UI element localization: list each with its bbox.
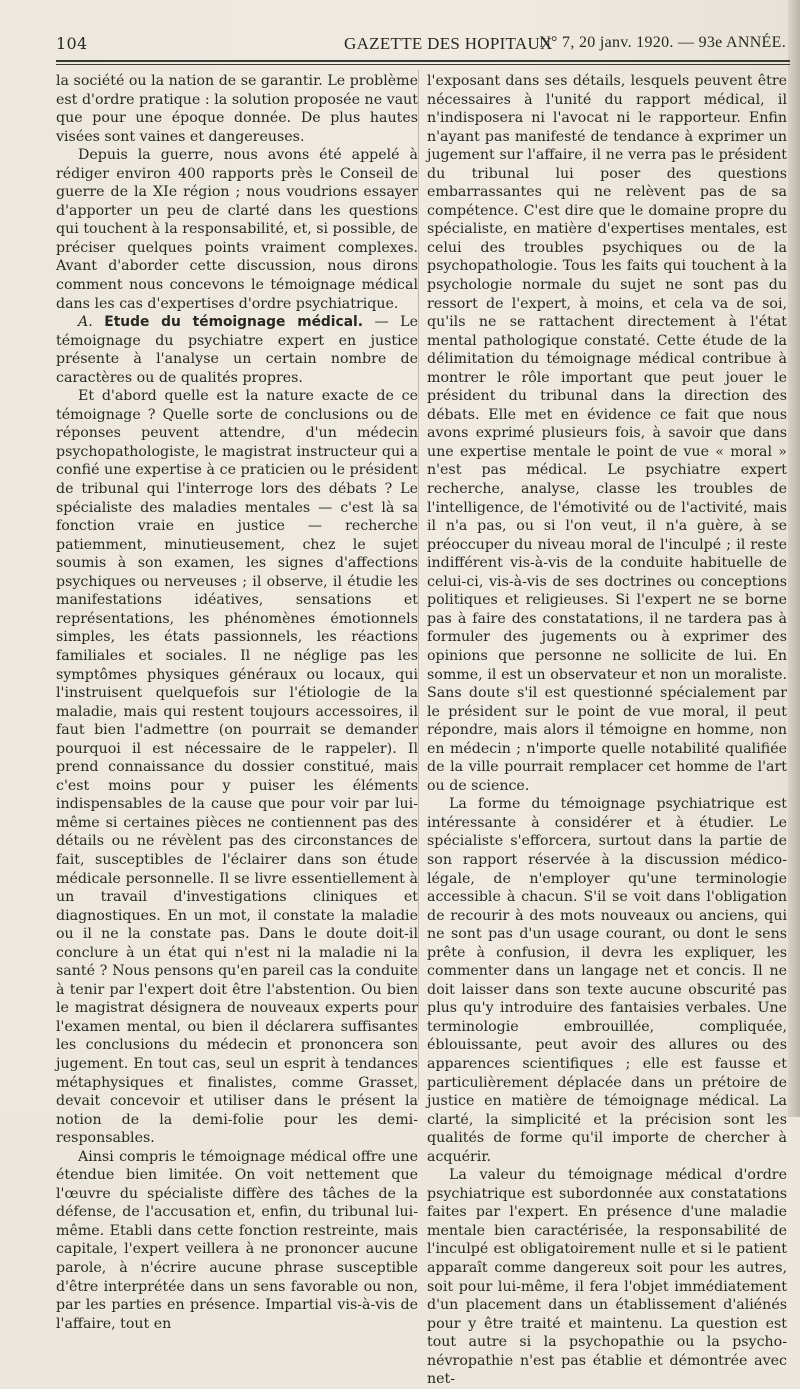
- paragraph-text: — Le témoignage du psychiatre expert en justice présente à l'analyse un certain nombre de caractères ou de qualités propres.: [56, 314, 418, 386]
- paragraph: la société ou la nation de se garantir. Le problème est d'ordre pratique : la solution proposée ne vaut que pour une époque donnée. De plus hautes visées sont vaines et dangereuses.: [56, 73, 418, 145]
- header-rule-thick: [56, 60, 790, 62]
- paragraph: La valeur du témoignage médical d'ordre psychiatrique est subordonnée aux constatations faites par l'expert. En présence d'une maladie mentale bien caractérisée, la responsabilité de l'inculpé est obligatoirement nulle et si le patient apparaît comme dangereux soit pour les autres, soit pour lui-même, il fera l'objet immédiatement d'un placement dans un établissement d'aliénés pour y être traité et maintenu. La question est tout autre si la psychopathie ou la psycho-névropathie n'est pas établie et démontrée avec net-: [427, 1167, 787, 1388]
- page-header: [56, 30, 786, 56]
- paragraph: Depuis la guerre, nous avons été appelé à rédiger environ 400 rapports près le Conseil de guerre de la XIe région ; nous voudrions essayer d'apporter un peu de clarté dans les questions qui touchent à la responsabilité, et, si possible, de préciser quelques points vraiment complexes. Avant d'aborder cette discussion, nous dirons comment nous concevons le témoignage médical dans les cas d'expertises d'ordre psychiatrique.: [56, 147, 418, 312]
- paragraph: Ainsi compris le témoignage médical offre une étendue bien limitée. On voit nettement que l'œuvre du spécialiste diffère des tâches de la défense, de l'accusation et, enfin, du tribunal lui-même. Etabli dans cette fonction restreinte, mais capitale, l'expert veillera à ne prononcer aucune parole, à n'écrire aucune phrase susceptible d'être interprétée dans un sens favorable ou non, par les parties en présence. Impartial vis-à-vis de l'affaire, tout en: [56, 1148, 418, 1332]
- paragraph: Et d'abord quelle est la nature exacte de ce témoignage ? Quelle sorte de conclusions ou de réponses peuvent attendre, d'un médecin psychopathologiste, le magistrat instructeur qui a confié une expertise à ce praticien ou le président de tribunal qui l'interroge lors des débats ? Le spécialiste des maladies mentales — c'est là sa fonction vraie en justice — recherche patiemment, minutieusement, chez le sujet soumis à son examen, les signes d'affections psychiques ou nerveuses ; il observe, il étudie les manifestations idéatives, sensations et représentations, les phénomènes émotionnels simples, les états passionnels, les réactions familiales et sociales. Il ne néglige pas les symptômes physiques généraux ou locaux, qui l'instruisent quelquefois sur l'étiologie de la maladie, mais qui restent toujours accessoires, il faut bien l'admettre (on pourrait se demander pourquoi il est nécessaire de le rappeler). Il prend connaissance du dossier constitué, mais c'est moins pour y puiser les éléments indispensables de la cause que pour voir par lui-même si certaines pièces ne contiennent pas des détails ou ne révèlent pas des circonstances de fait, susceptibles de l'éclairer dans son étude médicale personnelle. Il se livre essentiellement à un travail d'investigations cliniques et diagnostiques. En un mot, il constate la maladie ou il ne la constate pas. Dans le doute doit-il conclure à un état qui n'est ni la maladie ni la santé ? Nous pensons qu'en pareil cas la conduite à tenir par l'expert doit être l'abstention. Ou bien le magistrat désignera de nouveaux experts pour l'examen mental, ou bien il déclarera suffisantes les conclusions du médecin et prononcera son jugement. En tout cas, seul un esprit à tendances métaphysiques et finalistes, comme Grasset, devait concevoir et utiliser dans le présent la notion de la demi-folie pour les demi-responsables.: [56, 388, 418, 1147]
- journal-title: GAZETTE DES HOPITAUX: [344, 34, 553, 53]
- column-divider: [418, 70, 419, 1100]
- left-column: [56, 72, 418, 1333]
- section-paragraph: [56, 313, 418, 387]
- header-rule-thin: [56, 64, 790, 65]
- page-edge-shadow: [788, 0, 800, 1117]
- paragraph: l'exposant dans ses détails, lesquels peuvent être nécessaires à l'unité du rapport médical, il n'indisposera ni l'avocat ni le rapporteur. Enfin n'ayant pas manifesté de tendance à exprimer un jugement sur l'affaire, il ne verra pas le président du tribunal lui poser des questions embarrassantes qui ne relèvent pas de sa compétence. C'est dire que le domaine propre du spécialiste, en matière d'expertises mentales, est celui des troubles psychiques ou de la psychopathologie. Tous les faits qui touchent à la psychologie normale du sujet ne sont pas du ressort de l'expert, à moins, et cela va de soi, qu'ils ne se rattachent directement à l'état mental pathologique constaté. Cette étude de la délimitation du témoignage médical contribue à montrer le rôle important que peut jouer le président du tribunal dans la direction des débats. Elle met en évidence ce fait que nous avons exprimé plusieurs fois, à savoir que dans une expertise mentale le point de vue « moral » n'est pas médical. Le psychiatre expert recherche, analyse, classe les troubles de l'intelligence, de l'émotivité ou de l'activité, mais il n'a pas, ou si l'on veut, il n'a guère, à se préoccuper du niveau moral de l'inculpé ; il reste indifférent vis-à-vis de la conduite habituelle de celui-ci, vis-à-vis de ses doctrines ou conceptions politiques et religieuses. Si l'expert ne se borne pas à faire des constatations, il ne tardera pas à formuler des jugements ou à exprimer des opinions que personne ne sollicite de lui. En somme, il est un observateur et non un moraliste. Sans doute s'il est questionné spécialement par le président sur le point de vue moral, il peut répondre, mais alors il témoigne en homme, non en médecin ; n'importe quelle notabilité qualifiée de la ville pourrait remplacer cet homme de l'art ou de science.: [427, 73, 787, 794]
- page-number: 104: [56, 34, 88, 53]
- paragraph: La forme du témoignage psychiatrique est intéressante à considérer et à étudier. Le spécialiste s'efforcera, surtout dans la partie de son rapport réservée à la discussion médico-légale, de n'employer qu'une terminologie accessible à chacun. S'il se voit dans l'obligation de recourir à des mots nouveaux ou anciens, qui ne sont pas d'un usage courant, ou dont le sens prête à confusion, il devra les expliquer, les commenter dans un langage net et concis. Il ne doit laisser dans son texte aucune obscurité pas plus qu'y introduire des fantaisies verbales. Une terminologie embrouillée, compliquée, éblouissante, peut avoir des allures ou des apparences scientifiques ; elle est fausse et particulièrement déplacée dans un prétoire de justice en matière de témoignage médical. La clarté, la simplicité et la précision sont les qualités de forme qu'il importe de chercher à acquérir.: [427, 796, 787, 1165]
- section-heading: Etude du témoignage médical.: [104, 314, 363, 331]
- issue-info: N° 7, 20 janv. 1920. — 93e ANNÉE.: [539, 34, 786, 51]
- right-column: [427, 72, 787, 1389]
- section-letter: A.: [78, 314, 93, 331]
